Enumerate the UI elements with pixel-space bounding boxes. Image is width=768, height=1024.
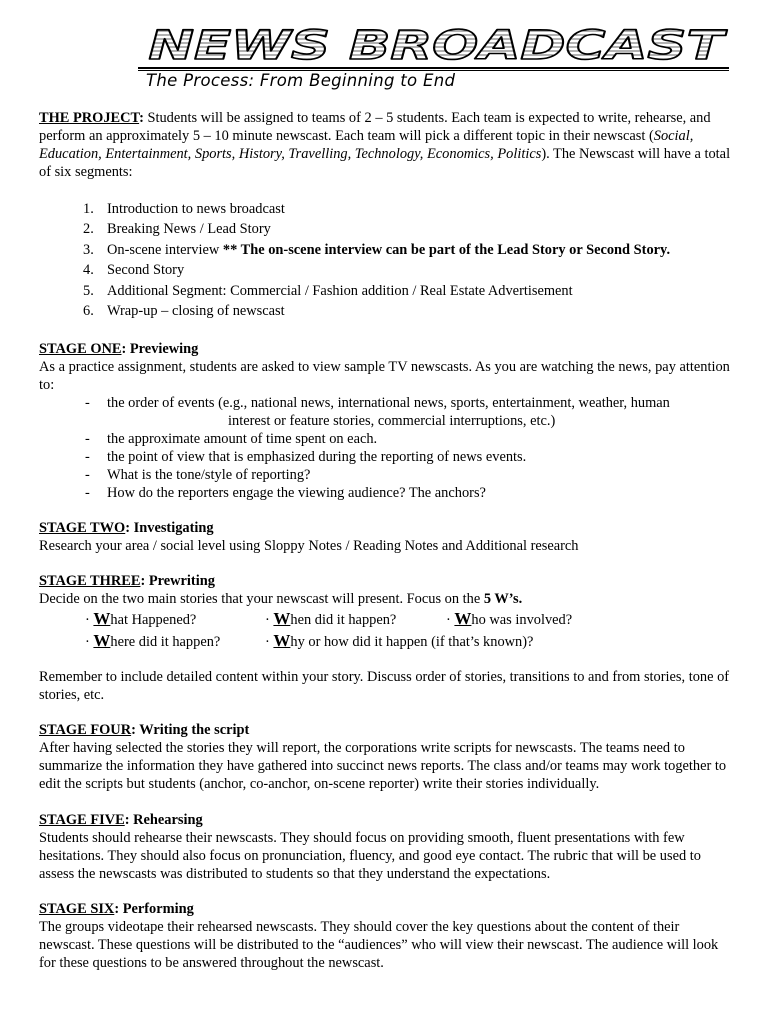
stage-two-heading: STAGE TWO: Investigating: [39, 520, 214, 536]
preview-bullet: - What is the tone/style of reporting?: [85, 467, 311, 483]
stage-three-heading: STAGE THREE: Prewriting: [39, 573, 215, 589]
banner-title: [144, 22, 729, 66]
segment-item: 2. Breaking News / Lead Story: [83, 221, 271, 238]
stage-three-section: [39, 572, 734, 652]
project-topics: Social, Education, Entertainment, Sports, History, Travelling, Technology, Economics, Politics: [39, 128, 694, 162]
stage-six-section: [39, 900, 734, 972]
stage-three-reminder: Remember to include detailed content within your story. Discuss order of stories, transitions to and from stories, tone of stories, etc.: [39, 669, 730, 703]
project-text-1: Students will be assigned to teams of 2 – 5 students. Each team is expected to write, rehearse, and perform an approximately 5 – 10 minute newscast. Each team will pick a different topic in their newscast (: [39, 110, 711, 144]
segment-item: 4. Second Story: [83, 262, 185, 279]
segments-list: [39, 199, 734, 321]
stage-six-text: The groups videotape their rehearsed newscasts. They should cover the key questions about the content of their newscast. These questions will be distributed to the “audiences” who will view their newscast. The audience will look for these questions to be answered throughout the newscast.: [39, 919, 719, 971]
stage-one-intro: As a practice assignment, students are asked to view sample TV newscasts. As you are watching the news, pay attention to:: [39, 359, 730, 393]
stage-five-section: [39, 811, 734, 883]
stage-four-text: After having selected the stories they will report, the corporations write scripts for newscasts. The teams need to summarize the information they have gathered into succinct news reports. The class and/or teams may work together to edit the scripts but students (anchor, co-anchor, on-scene reporter) write their stories individually.: [39, 740, 727, 792]
stage-four-section: [39, 721, 734, 793]
preview-bullet: - the approximate amount of time spent on each.: [85, 431, 378, 447]
stage-three-text: Decide on the two main stories that your newscast will present. Focus on the 5 W’s.: [39, 591, 523, 607]
page-subtitle: The Process: From Beginning to End: [146, 71, 456, 90]
w-question: · Who was involved?: [446, 609, 573, 628]
banner-rule-thick: [138, 67, 729, 69]
project-paragraph: THE PROJECT: Students will be assigned to teams of 2 – 5 students. Each team is expected to write, rehearse, and perform an approximately 5 – 10 minute newscast. Each team will pick a different topic in their newscast (Social, Education, Entertainment, Sports, History, Travelling, Technology, Economics, Politics). The Newscast will have a total of six segments:: [39, 110, 731, 180]
w-question: · Where did it happen?: [85, 631, 221, 650]
stage-two-section: [39, 519, 734, 555]
five-ws-row-1: [39, 608, 734, 630]
stage-four-heading: STAGE FOUR: Writing the script: [39, 722, 250, 738]
stage-one-heading: STAGE ONE: Previewing: [39, 341, 199, 357]
segment-item: 5. Additional Segment: Commercial / Fashion addition / Real Estate Advertisement: [83, 282, 573, 299]
banner-graphic: [144, 22, 729, 66]
segment-item: 6. Wrap-up – closing of newscast: [83, 303, 285, 320]
stage-five-heading: STAGE FIVE: Rehearsing: [39, 812, 203, 828]
preview-bullet: - the point of view that is emphasized during the reporting of news events.: [85, 449, 527, 465]
preview-bullet: - How do the reporters engage the viewing audience? The anchors?: [85, 485, 486, 501]
w-question: · When did it happen?: [265, 609, 397, 628]
preview-bullet-continued: interest or feature stories, commercial interruptions, etc.): [228, 413, 556, 429]
stage-one-section: [39, 340, 734, 502]
segment-item: 3. On-scene interview ** The on-scene interview can be part of the Lead Story or Second Story.: [83, 241, 671, 258]
stage-six-heading: STAGE SIX: Performing: [39, 901, 194, 917]
w-question: · What Happened?: [85, 609, 197, 628]
stage-two-text: Research your area / social level using Sloppy Notes / Reading Notes and Additional research: [39, 538, 579, 554]
project-heading: THE PROJECT: [39, 110, 140, 126]
project-text-2: ). The Newscast will have a total of six segments:: [39, 146, 731, 180]
stage-five-text: Students should rehearse their newscasts. They should focus on providing smooth, fluent presentations with few hesitations. They should also focus on pronunciation, fluency, and good eye contact. The rubric that will be used to assess the newscasts was distributed to students so that they understand the expectations.: [39, 830, 701, 882]
preview-bullet: - the order of events (e.g., national news, international news, sports, entertainment, weather, human: [85, 395, 670, 411]
segment-note: ** The on-scene interview can be part of the Lead Story or Second Story.: [222, 241, 671, 258]
banner-text: NEWS BROADCAST: [148, 23, 728, 66]
five-ws-label: 5 W’s.: [483, 591, 523, 607]
five-ws-row-2: [39, 630, 734, 652]
w-question: · Why or how did it happen (if that’s known)?: [265, 631, 534, 650]
project-section: [39, 109, 734, 181]
segment-item: 1. Introduction to news broadcast: [83, 201, 285, 217]
